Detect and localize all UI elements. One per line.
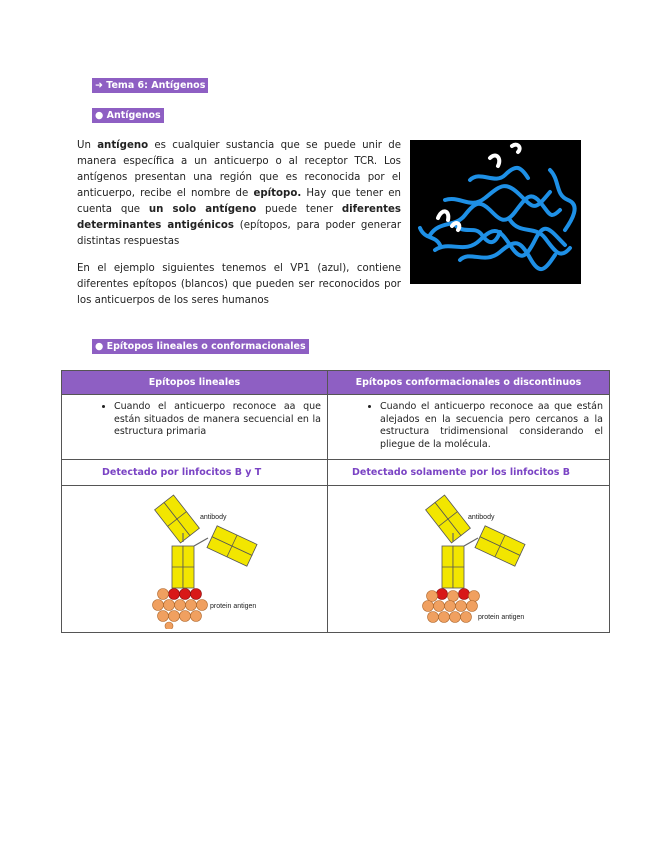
antibody-conformational-diagram xyxy=(328,486,610,629)
subheading-antigenos: ● Antígenos xyxy=(92,108,164,123)
bold-term: diferentes determinantes antigénicos xyxy=(77,204,401,231)
text-run: (epítopos, para poder generar distintas respuestas xyxy=(77,220,402,247)
bold-term: un solo antígeno xyxy=(148,204,257,215)
text-run: Un xyxy=(77,140,98,151)
diagram-linear-cell xyxy=(62,486,328,633)
text-run: es cualquier sustancia que se puede unir de manera específica a un anticuerpo o al receptor TCR. Los antígenos presentan una región que es reconocida por el anticuerpo, recibe el nombre de xyxy=(77,140,401,199)
col-header-conformational: Epítopos conformacionales o discontinuos xyxy=(328,371,610,395)
col-header-linear: Epítopos lineales xyxy=(62,371,328,395)
section-heading: ➜ Tema 6: Antígenos xyxy=(92,78,208,93)
antibody-linear-diagram xyxy=(62,486,328,629)
diagram-conformational-cell xyxy=(328,486,610,633)
vp1-protein-image xyxy=(410,140,581,284)
epitopes-table xyxy=(61,370,610,633)
antibody-label-conformational: antibody xyxy=(468,514,495,521)
subheading-epitopos: ● Epítopos lineales o conformacionales xyxy=(92,339,309,354)
text-run: puede tener xyxy=(256,204,342,215)
bullet-linear: • Cuando el anticuerpo reconoce aa que están situados de manera secuencial en la estructura primaria xyxy=(114,401,321,439)
text-run: Hay que tener en cuenta que xyxy=(77,188,401,215)
example-paragraph: En el ejemplo siguientes tenemos el VP1 (azul), contiene diferentes epítopos (blancos) que pueden ser reconocidos por los anticuerpos de los seres humanos xyxy=(77,263,401,306)
bullet-conformational: • Cuando el anticuerpo reconoce aa que están alejados en la secuencia pero cercanos a la estructura tridimensional considerando el pliegue de la molécula. xyxy=(380,401,603,451)
detect-conformational: Detectado solamente por los linfocitos B xyxy=(328,460,610,486)
antigen-label-linear: protein antigen xyxy=(210,603,257,610)
intro-paragraph xyxy=(77,138,401,250)
cell-linear-description xyxy=(62,395,328,460)
antigen-label-conformational: protein antigen xyxy=(478,614,525,621)
antibody-label-linear: antibody xyxy=(200,514,227,521)
bold-term: antígeno xyxy=(97,140,149,151)
detect-linear: Detectado por linfocitos B y T xyxy=(62,460,328,486)
bold-term: epítopo. xyxy=(253,188,302,199)
cell-conformational-description xyxy=(328,395,610,460)
